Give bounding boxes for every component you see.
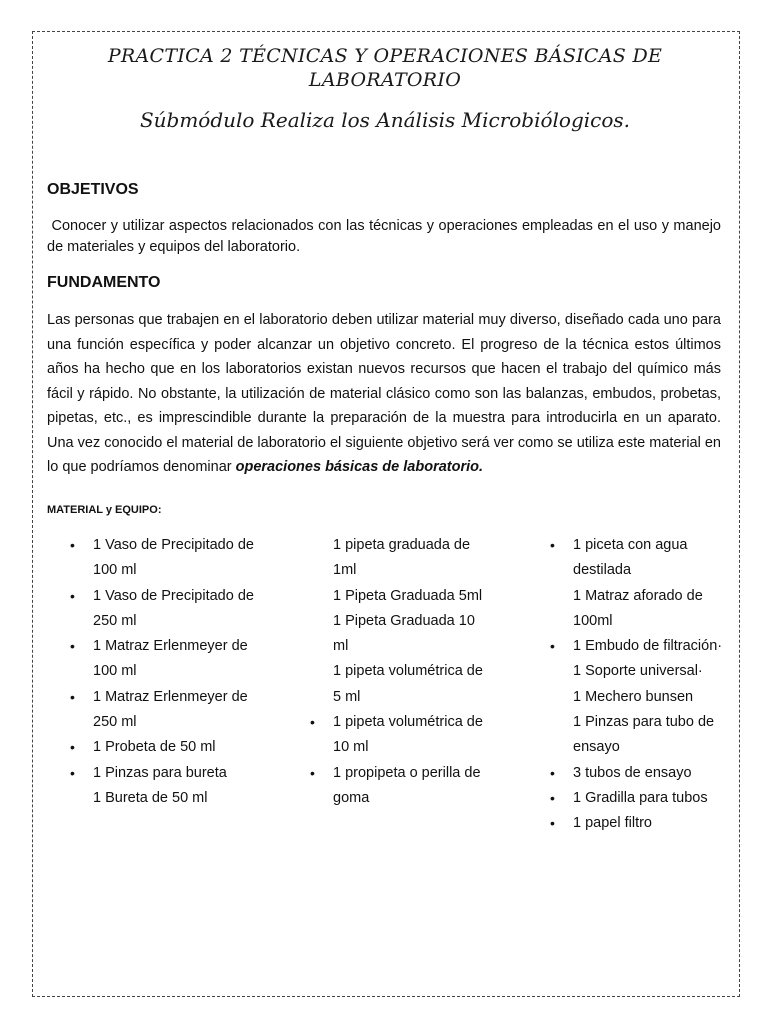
material-item: 1 Mechero bunsen <box>573 688 694 705</box>
material-item: • 1 Vaso de Precipitado de 250 ml <box>93 584 263 635</box>
objetivos-text: Conocer y utilizar aspectos relacionados con las técnicas y operaciones empleadas en el uso y manejo de materiales y equipos del laboratorio. <box>47 218 726 255</box>
material-item: • 1 Matraz Erlenmeyer de 100 ml <box>93 634 263 685</box>
material-item: 1 pipeta graduada de 1ml <box>333 537 471 579</box>
material-heading: MATERIAL y EQUIPO: <box>47 504 162 516</box>
material-item: 1 Pipeta Graduada 10 ml <box>333 612 475 655</box>
material-column-2 <box>333 533 493 811</box>
material-item: • 1 Probeta de 50 ml <box>93 735 263 760</box>
material-item: 1 Bureta de 50 ml <box>93 789 208 806</box>
material-item: • 1 Matraz Erlenmeyer de 250 ml <box>93 685 263 736</box>
material-item: 1 Pipeta Graduada 5ml <box>333 587 483 604</box>
material-item: • 1 propipeta o perilla de goma <box>333 761 493 812</box>
material-column-1 <box>93 533 263 811</box>
material-item: 1 Soporte universal· <box>573 663 703 680</box>
fundamento-heading: FUNDAMENTO <box>47 274 161 291</box>
material-item: 1 Pinzas para tubo de ensayo <box>573 714 715 756</box>
title-line-2: LABORATORIO <box>308 69 462 91</box>
material-column-3 <box>573 533 723 837</box>
title-line-1: PRACTICA 2 TÉCNICAS Y OPERACIONES BÁSICAS DE <box>107 45 663 67</box>
material-item: • 1 piceta con agua destilada <box>573 533 723 584</box>
fundamento-text <box>47 308 721 480</box>
material-item: 1 Matraz aforado de 100ml <box>573 587 703 629</box>
objetivos-heading: OBJETIVOS <box>47 181 139 198</box>
fundamento-body: Las personas que trabajen en el laboratorio deben utilizar material muy diverso, diseñado cada uno para una función específica y poder alcanzar un objetivo concreto. El progreso de la técnica estos últimos años ha hecho que en los laboratorios existan nuevos recursos que hacen el trabajo del químico más fácil y rápido. No obstante, la utilización de material clásico como son las balanzas, embudos, probetas, pipetas, etc., es imprescindible durante la preparación de la muestra para introducirla en un aparato. Una vez conocido el material de laboratorio el siguiente objetivo será ver como se utiliza este material en lo que podríamos denominar <box>47 312 721 475</box>
material-item: • 1 papel filtro <box>573 811 723 836</box>
material-item: • 3 tubos de ensayo <box>573 761 723 786</box>
submodule-title: Súbmódulo Realiza los Análisis Microbiólogicos. <box>139 108 631 132</box>
material-item: • 1 pipeta volumétrica de 10 ml <box>333 710 493 761</box>
practice-title <box>40 44 730 92</box>
material-item: • 1 Gradilla para tubos <box>573 786 723 811</box>
material-item: • 1 Pinzas para bureta <box>93 761 263 786</box>
fundamento-emphasis: operaciones básicas de laboratorio. <box>235 459 484 475</box>
material-item: • 1 Embudo de filtración· <box>573 634 723 659</box>
material-item: 1 pipeta volumétrica de 5 ml <box>333 663 483 705</box>
material-item: • 1 Vaso de Precipitado de 100 ml <box>93 533 263 584</box>
